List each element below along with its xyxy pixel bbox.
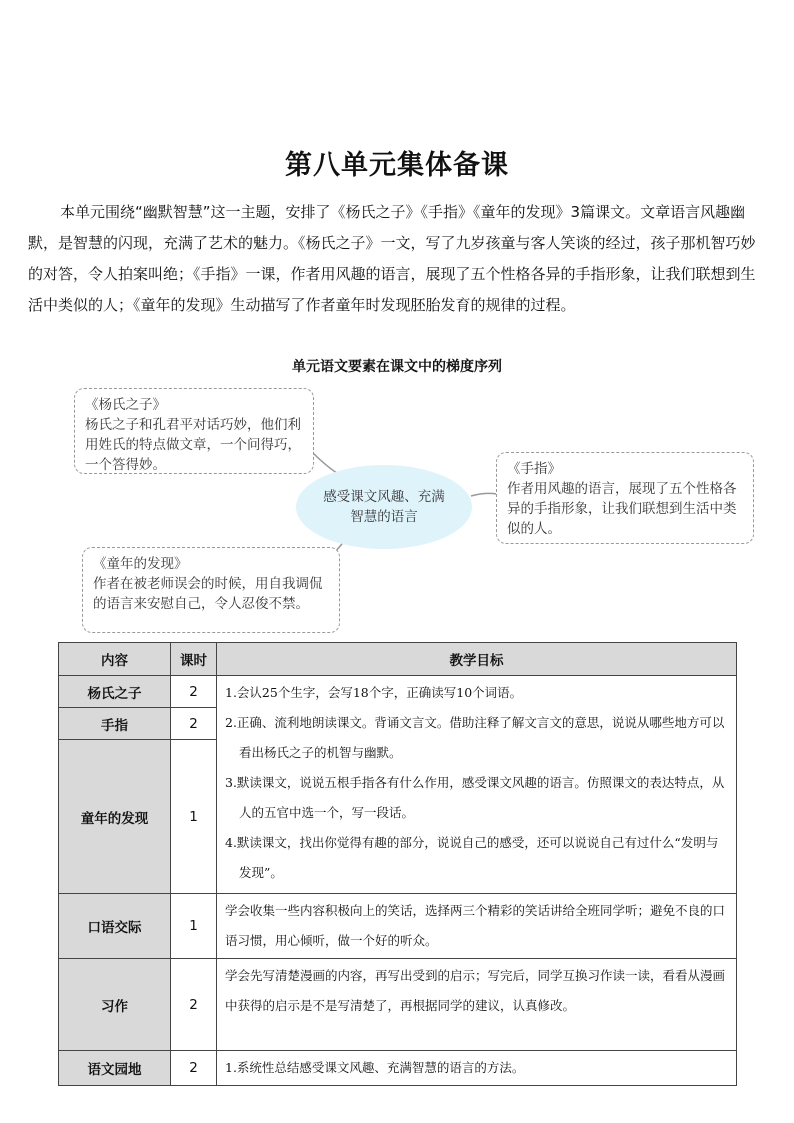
intro-text: 本单元围绕“幽默智慧”这一主题，安排了《杨氏之子》《手指》《童年的发现》3篇课文。文章语言风趣幽默，是智慧的闪现，充满了艺术的魅力。《杨氏之子》一文，写了九岁孩童与客人笑谈的经过，孩子那机智巧妙的对答，令人拍案叫绝；《手指》一课，作者用风趣的语言，展现了五个性格各异的手指形象，让我们联想到生活中类似的人；《童年的发现》生动描写了作者童年时发现胚胎发育的规律的过程。: [28, 203, 756, 314]
connector-finger: [471, 493, 497, 496]
table-header-row: [59, 643, 737, 676]
goal-item: 2.正确、流利地朗读课文。背诵文言文。借助注释了解文言文的意思，说说从哪些地方可以看出杨氏之子的机智与幽默。: [225, 715, 725, 760]
table-row: [59, 1051, 737, 1086]
oral-goal-cell: 学会收集一些内容积极向上的笑话，选择两三个精彩的笑话讲给全班同学听；避免不良的口语习惯，用心倾听，做一个好的听众。: [217, 894, 737, 959]
bubble-finger: [496, 452, 754, 544]
table-row: [59, 894, 737, 959]
bubble-childhood-title: 《童年的发现》: [93, 556, 188, 572]
bubble-childhood: [82, 547, 340, 633]
diagram-title: 单元语文要素在课文中的梯度序列: [292, 359, 502, 375]
bubble-finger-title: 《手指》: [507, 461, 561, 477]
table-row: [59, 959, 737, 1051]
row-name: 口语交际: [59, 894, 171, 959]
row-hours: 1: [171, 894, 217, 959]
goal-item: 4.默读课文，找出你觉得有趣的部分，说说自己的感受，还可以说说自己有过什么“发明与发现”。: [225, 835, 719, 880]
row-hours: 1: [171, 740, 217, 894]
row-name: 习作: [59, 959, 171, 1051]
bubble-childhood-text: 作者在被老师误会的时候，用自我调侃的语言来安慰自己，令人忍俊不禁。: [93, 576, 323, 612]
header-goals: 教学目标: [217, 643, 737, 676]
header-content: 内容: [59, 643, 171, 676]
bubble-yang: [74, 388, 314, 474]
row-hours: 2: [171, 676, 217, 708]
intro-paragraph: [28, 197, 766, 321]
row-hours: 2: [171, 1051, 217, 1086]
goal-item: 3.默读课文，说说五根手指各有什么作用，感受课文风趣的语言。仿照课文的表达特点，从人的五官中选一个，写一段话。: [225, 775, 725, 820]
table-row: [59, 676, 737, 708]
garden-goal-cell: 1.系统性总结感受课文风趣、充满智慧的语言的方法。: [217, 1051, 737, 1086]
header-hours: 课时: [171, 643, 217, 676]
bubble-finger-text: 作者用风趣的语言，展现了五个性格各异的手指形象，让我们联想到生活中类似的人。: [507, 481, 737, 537]
diagram-center-oval: [296, 465, 472, 549]
row-name: 手指: [59, 708, 171, 740]
reading-goals-cell: [217, 676, 737, 894]
bubble-yang-text: 杨氏之子和孔君平对话巧妙，他们利用姓氏的特点做文章，一个问得巧，一个答得妙。: [85, 417, 301, 473]
page-title: 第八单元集体备课: [285, 150, 509, 181]
writing-goal-cell: 学会先写清楚漫画的内容，再写出受到的启示；写完后，同学互换习作读一读，看看从漫画中获得的启示是不是写清楚了，再根据同学的建议，认真修改。: [217, 959, 737, 1051]
row-name: 杨氏之子: [59, 676, 171, 708]
lesson-plan-table: [58, 642, 737, 1086]
goal-item: 1.会认25个生字，会写18个字，正确读写10个词语。: [225, 685, 523, 700]
diagram-center-text: 感受课文风趣、充满智慧的语言: [323, 489, 445, 525]
row-name: 语文园地: [59, 1051, 171, 1086]
bubble-yang-title: 《杨氏之子》: [85, 397, 166, 413]
row-hours: 2: [171, 708, 217, 740]
row-hours: 2: [171, 959, 217, 1051]
row-name: 童年的发现: [59, 740, 171, 894]
